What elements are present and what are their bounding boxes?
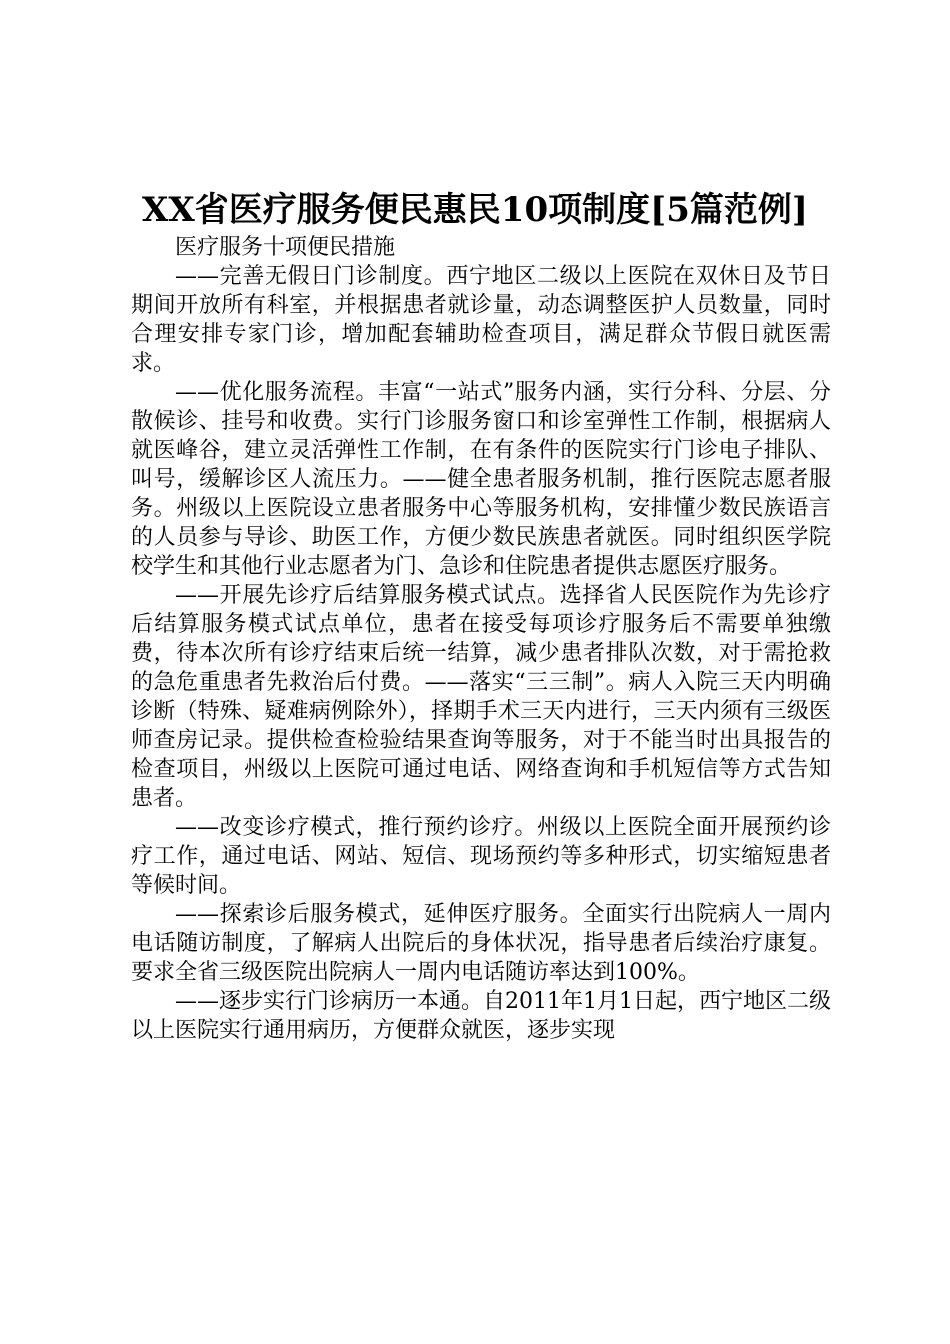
document-body bbox=[131, 233, 831, 1045]
paragraph: ——完善无假日门诊制度。西宁地区二级以上医院在双休日及节日期间开放所有科室，并根据患者就诊量，动态调整医护人员数量，同时合理安排专家门诊，增加配套辅助检查项目，满足群众节假日就医需求。 bbox=[131, 264, 831, 376]
paragraph: ——改变诊疗模式，推行预约诊疗。州级以上医院全面开展预约诊疗工作，通过电话、网站、短信、现场预约等多种形式，切实缩短患者等候时间。 bbox=[131, 815, 831, 898]
paragraph: ——探索诊后服务模式，延伸医疗服务。全面实行出院病人一周内电话随访制度，了解病人出院后的身体状况，指导患者后续治疗康复。要求全省三级医院出院病人一周内电话随访率达到100%。 bbox=[131, 902, 831, 985]
paragraph: ——逐步实行门诊病历一本通。自2011年1月1日起，西宁地区二级以上医院实行通用病历，方便群众就医，逐步实现 bbox=[131, 989, 831, 1043]
paragraph: ——优化服务流程。丰富“一站式”服务内涵，实行分科、分层、分散候诊、挂号和收费。实行门诊服务窗口和诊室弹性工作制，根据病人就医峰谷，建立灵活弹性工作制，在有条件的医院实行门诊电子排队、叫号，缓解诊区人流压力。——健全患者服务机制，推行医院志愿者服务。州级以上医院设立患者服务中心等服务机构，安排懂少数民族语言的人员参与导诊、助医工作，方便少数民族患者就医。同时组织医学院校学生和其他行业志愿者为门、急诊和住院患者提供志愿医疗服务。 bbox=[131, 380, 831, 579]
paragraph-heading: 医疗服务十项便民措施 bbox=[175, 235, 396, 260]
document-title: XX省医疗服务便民惠民10项制度[5篇范例] bbox=[142, 190, 808, 230]
paragraph: ——开展先诊疗后结算服务模式试点。选择省人民医院作为先诊疗后结算服务模式试点单位，患者在接受每项诊疗服务后不需要单独缴费，待本次所有诊疗结束后统一结算，减少患者排队次数，对于需抢救的急危重患者先救治后付费。——落实“三三制”。病人入院三天内明确诊断（特殊、疑难病例除外），择期手术三天内进行，三天内须有三级医师查房记录。提供检查检验结果查询等服务，对于不能当时出具报告的检查项目，州级以上医院可通过电话、网络查询和手机短信等方式告知患者。 bbox=[131, 583, 831, 811]
